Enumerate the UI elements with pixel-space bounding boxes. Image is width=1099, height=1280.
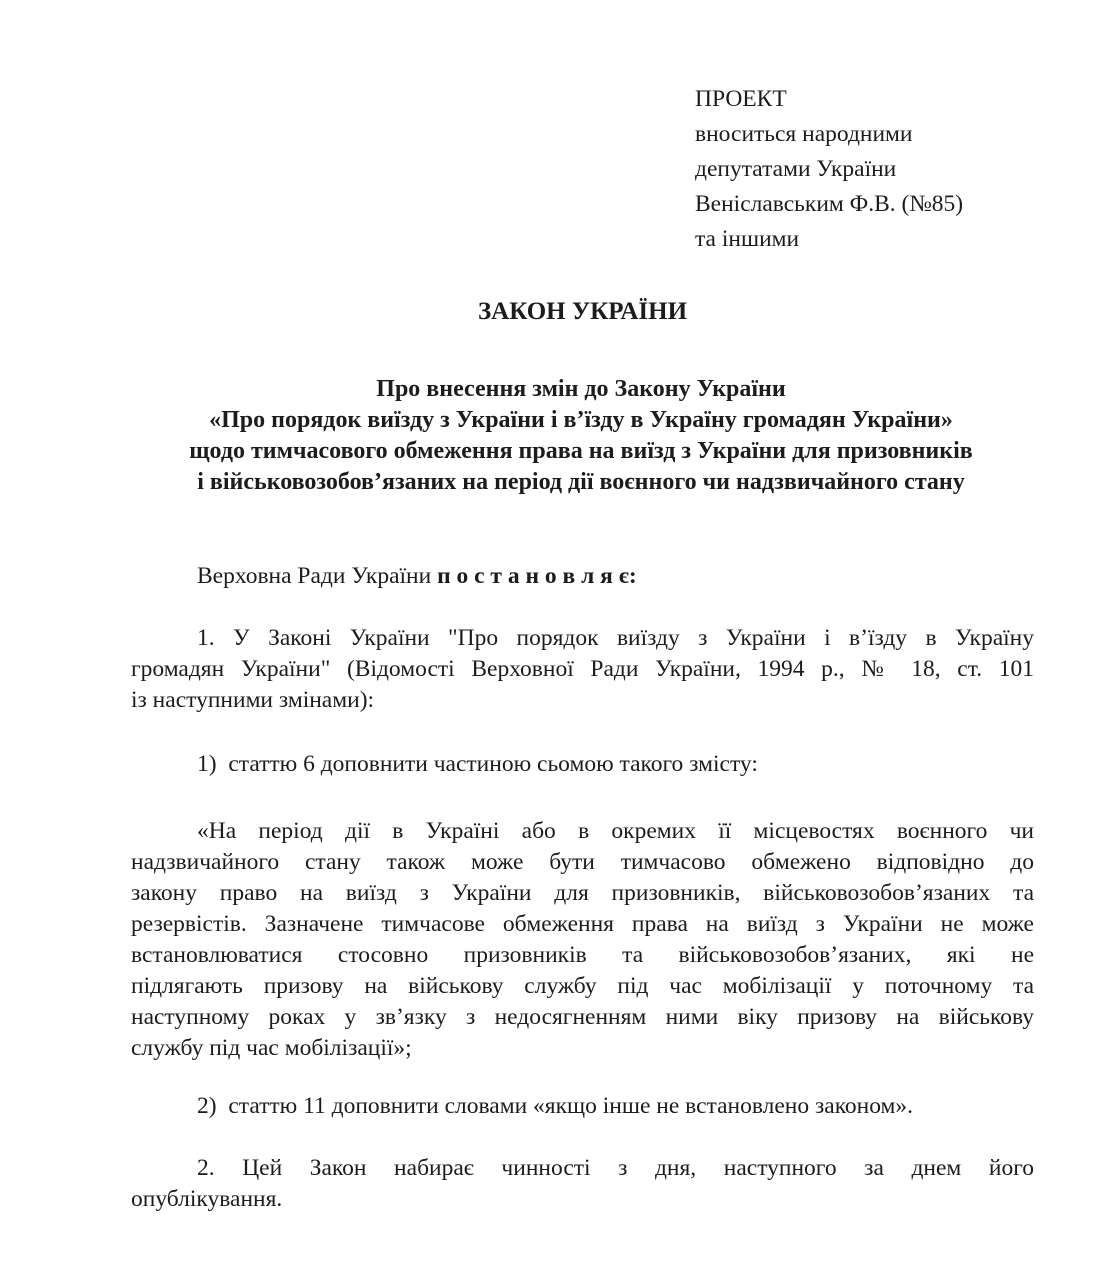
text-line: закону право на виїзд з України для призовників, військовозобов’язаних та — [131, 880, 1034, 906]
text-line: 1) статтю 6 доповнити частиною сьомою такого змісту: — [197, 751, 758, 777]
stamp-block — [695, 82, 1055, 257]
text-line: надзвичайного стану також може бути тимчасово обмежено відповідно до — [131, 849, 1034, 875]
text-line: «На період дії в Україні або в окремих її місцевостях воєнного чи — [197, 818, 1034, 844]
law-title-line-4: і військовозобов’язаних на період дії воєнного чи надзвичайного стану — [197, 469, 965, 495]
text-line: встановлюватися стосовно призовників та військовозобов’язаних, які не — [131, 942, 1034, 968]
paragraph-quoted-norm — [131, 816, 1034, 1064]
text-line: резервістів. Зазначене тимчасове обмеження права на виїзд з України не може — [131, 911, 1034, 937]
paragraph-subpoint-1 — [131, 749, 1034, 780]
text-line: 1. У Законі України "Про порядок виїзду з України і в’їзду в Україну — [197, 625, 1034, 651]
stamp-line-2: депутатами України — [695, 156, 897, 182]
text-line: наступному роках у зв’язку з недосягненням ними віку призову на військову — [131, 1004, 1034, 1030]
text-line: підлягають призову на військову службу під час мобілізації у поточному та — [131, 973, 1034, 999]
text-line: громадян України" (Відомості Верховної Ради України, 1994 р., № 18, ст. 101 — [131, 656, 1034, 682]
law-title — [125, 374, 1037, 498]
enacting-clause-line — [131, 561, 1034, 592]
stamp-line-1: вноситься народними — [695, 121, 913, 147]
text-line: 2) статтю 11 доповнити словами «якщо інше не встановлено законом». — [197, 1093, 914, 1119]
law-heading: ЗАКОН УКРАЇНИ — [477, 298, 688, 325]
stamp-line-3: Веніславським Ф.В. (№85) — [695, 191, 964, 217]
text-line: 2. Цей Закон набирає чинності з дня, наступного за днем його — [197, 1155, 1034, 1181]
stamp-title: ПРОЕКТ — [695, 86, 787, 112]
enacting-clause — [131, 561, 1034, 592]
enacting-prefix: Верховна Ради України — [197, 563, 438, 589]
law-title-line-3: щодо тимчасового обмеження права на виїзд з України для призовників — [189, 438, 973, 464]
paragraph-subpoint-2 — [131, 1091, 1034, 1122]
stamp-line-4: та іншими — [695, 226, 800, 252]
law-title-line-2: «Про порядок виїзду з України і в’їзду в Україну громадян України» — [209, 407, 953, 433]
enacting-verb: п о с т а н о в л я є: — [437, 563, 637, 589]
text-line: службу під час мобілізації»; — [131, 1035, 412, 1061]
text-line: із наступними змінами): — [131, 687, 375, 713]
paragraph-point-1 — [131, 623, 1034, 716]
text-line: опублікування. — [131, 1186, 283, 1212]
law-title-line-1: Про внесення змін до Закону України — [376, 376, 786, 402]
paragraph-point-2 — [131, 1153, 1034, 1215]
